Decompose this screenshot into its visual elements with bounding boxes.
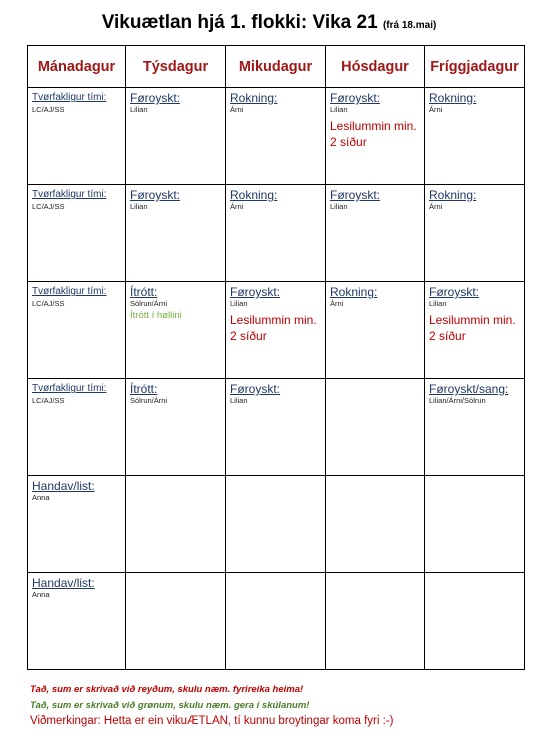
cell-subject: Handav/list:: [32, 479, 95, 493]
title-date: (frá 18.mai): [382, 20, 437, 31]
cell-teacher: Sólrun/Árni: [130, 396, 168, 405]
cell-subject: Ítrótt:: [130, 382, 158, 396]
schedule-row: [28, 88, 525, 185]
cell-subject: Handav/list:: [32, 576, 95, 590]
schedule-cell: [326, 282, 425, 379]
schedule-cell: [226, 476, 326, 573]
schedule-cell: [425, 88, 525, 185]
page-title: [0, 12, 538, 34]
day-header: Fríggjadagur: [425, 46, 525, 88]
cell-teacher: Lilian: [130, 105, 148, 114]
cell-subject: Føroyskt/sang:: [429, 382, 509, 396]
schedule-cell: [226, 88, 326, 185]
schedule-table: [27, 45, 525, 670]
cell-subject: Føroyskt:: [130, 188, 180, 202]
cell-subject: Føroyskt:: [330, 188, 380, 202]
cell-teacher: Lilian: [230, 396, 248, 405]
cell-subject: Tvørfakligur tími:: [32, 286, 107, 297]
schedule-cell: [126, 476, 226, 573]
schedule-row: [28, 573, 525, 670]
day-header-row: [28, 46, 525, 88]
cell-subject: Føroyskt:: [330, 91, 380, 105]
schedule-cell: [126, 573, 226, 670]
day-header: Mikudagur: [226, 46, 326, 88]
cell-subject: Rokning:: [330, 285, 378, 299]
cell-teacher: Lilian: [330, 105, 348, 114]
schedule-row: [28, 476, 525, 573]
cell-teacher: Lilian: [230, 299, 248, 308]
footer-green-note: Tað, sum er skrivað við grønum, skulu næm. gera í skúlanum!: [30, 700, 310, 711]
cell-teacher: Árni: [230, 202, 244, 211]
cell-subject: Ítrótt:: [130, 285, 158, 299]
cell-subject: Føroyskt:: [230, 382, 280, 396]
schedule-cell: [28, 573, 126, 670]
schedule-cell: [226, 185, 326, 282]
cell-teacher: Lilian/Árni/Sólrun: [429, 396, 486, 405]
schedule-cell: [28, 379, 126, 476]
cell-subject: Føroyskt:: [230, 285, 280, 299]
cell-subject: Rokning:: [230, 188, 278, 202]
schedule-cell: [226, 379, 326, 476]
cell-teacher: Árni: [429, 105, 443, 114]
cell-teacher: LC/AJ/SS: [32, 396, 65, 405]
cell-subject: Tvørfakligur tími:: [32, 383, 107, 394]
schedule-cell: [28, 88, 126, 185]
schedule-cell: [425, 185, 525, 282]
cell-teacher: LC/AJ/SS: [32, 202, 65, 211]
schedule-cell: [425, 282, 525, 379]
cell-teacher: LC/AJ/SS: [32, 299, 65, 308]
cell-subject: Rokning:: [230, 91, 278, 105]
schedule-cell: [326, 476, 425, 573]
day-header: Hósdagur: [326, 46, 425, 88]
cell-homework-note: Lesilummin min. 2 síður: [429, 313, 516, 343]
schedule-cell: [28, 282, 126, 379]
cell-teacher: Árni: [429, 202, 443, 211]
cell-teacher: LC/AJ/SS: [32, 105, 65, 114]
schedule-row: [28, 379, 525, 476]
schedule-cell: [425, 379, 525, 476]
cell-school-note: Ítrótt í høllini: [130, 310, 182, 321]
day-header: Týsdagur: [126, 46, 226, 88]
cell-homework-note: Lesilummin min. 2 síður: [330, 119, 417, 149]
cell-homework-note: Lesilummin min. 2 síður: [230, 313, 317, 343]
schedule-cell: [126, 88, 226, 185]
schedule-cell: [326, 185, 425, 282]
schedule-cell: [28, 476, 126, 573]
cell-subject: Rokning:: [429, 188, 477, 202]
schedule-row: [28, 282, 525, 379]
schedule-cell: [28, 185, 126, 282]
day-header: Mánadagur: [28, 46, 126, 88]
schedule-cell: [126, 379, 226, 476]
cell-subject: Føroyskt:: [130, 91, 180, 105]
cell-teacher: Lilian: [330, 202, 348, 211]
cell-subject: Tvørfakligur tími:: [32, 189, 107, 200]
schedule-cell: [226, 573, 326, 670]
cell-subject: Rokning:: [429, 91, 477, 105]
cell-teacher: Anna: [32, 590, 50, 599]
cell-subject: Tvørfakligur tími:: [32, 92, 107, 103]
footer-red-note: Tað, sum er skrivað við reyðum, skulu næm. fyrireika heima!: [30, 684, 304, 695]
cell-teacher: Árni: [330, 299, 344, 308]
schedule-cell: [126, 185, 226, 282]
schedule-cell: [425, 573, 525, 670]
schedule-cell: [326, 88, 425, 185]
title-main: Vikuætlan hjá 1. flokki: Vika 21: [101, 12, 378, 33]
schedule-cell: [126, 282, 226, 379]
schedule-cell: [326, 379, 425, 476]
cell-teacher: Árni: [230, 105, 244, 114]
schedule-body: [28, 88, 525, 670]
cell-teacher: Sólrun/Árni: [130, 299, 168, 308]
cell-teacher: Lilian: [130, 202, 148, 211]
schedule-cell: [425, 476, 525, 573]
schedule-cell: [326, 573, 425, 670]
cell-teacher: Anna: [32, 493, 50, 502]
footer-remark: Viðmerkingar: Hetta er ein vikuÆTLAN, tí kunnu broytingar koma fyri :-): [30, 715, 394, 727]
schedule-row: [28, 185, 525, 282]
schedule-cell: [226, 282, 326, 379]
cell-teacher: Lilian: [429, 299, 447, 308]
cell-subject: Føroyskt:: [429, 285, 479, 299]
